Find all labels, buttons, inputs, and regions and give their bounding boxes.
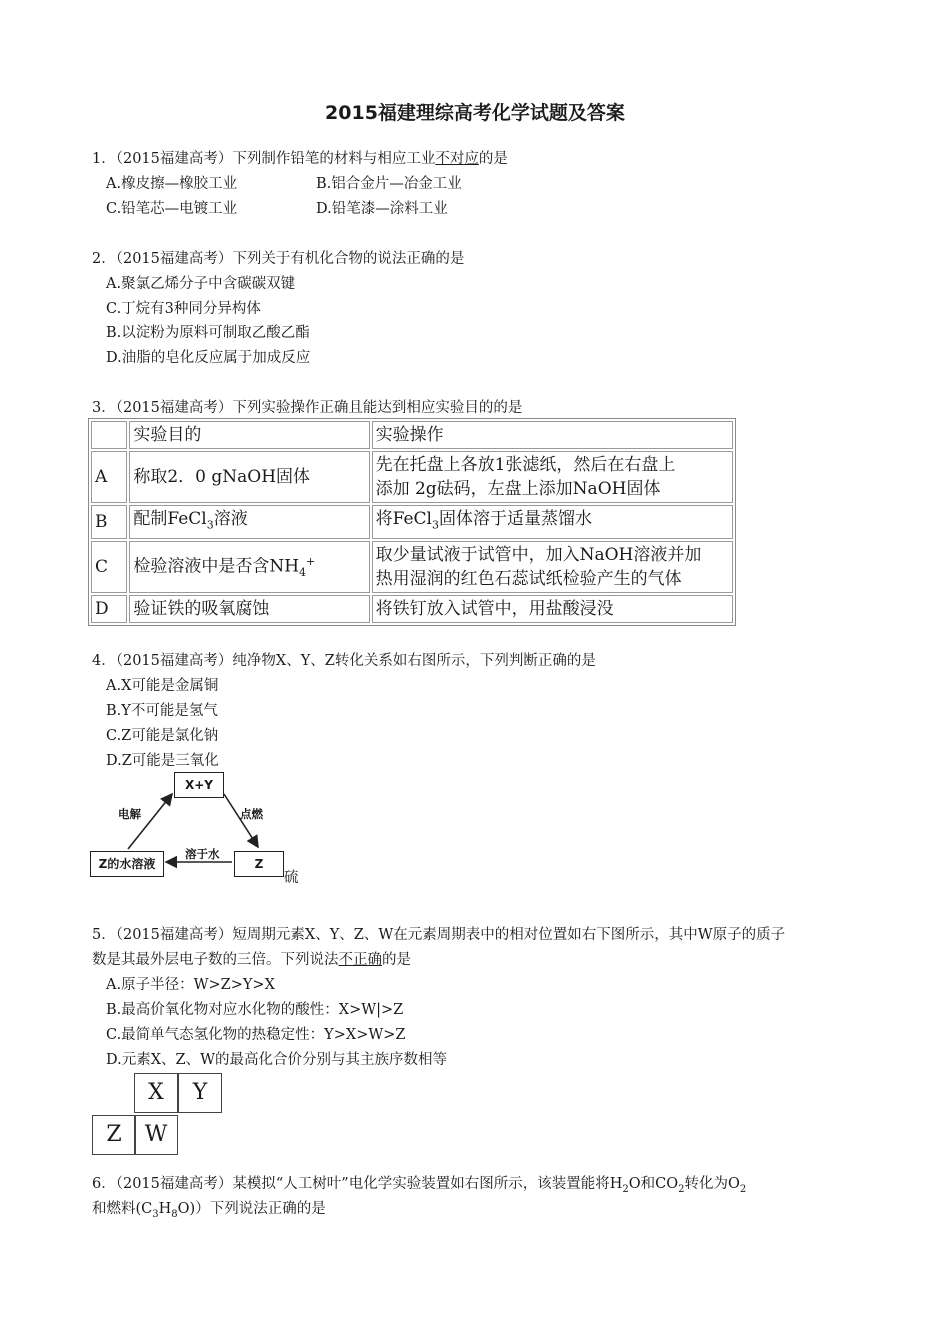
q4-option-c: C.Z可能是氯化钠 xyxy=(106,728,219,744)
table-cell-option: A xyxy=(91,451,127,503)
table-cell-operation: 将FeCl$_3$固体溶于适量蒸馏水 xyxy=(372,505,733,539)
box-z-solution: Z的水溶液 xyxy=(90,851,164,877)
table-header-cell: 实验目的 xyxy=(129,421,369,449)
box-z: Z xyxy=(234,851,284,877)
page-title: 2015福建理综高考化学试题及答案 xyxy=(325,102,625,124)
q6-stem-line2: 和燃料$(C_3H_8O)$）下列说法正确的是 xyxy=(92,1201,326,1220)
q5-option-a: A.原子半径：W>Z>Y>X xyxy=(106,977,275,993)
table-cell-operation: 先在托盘上各放1张滤纸，然后在右盘上 添加 2g砝码，左盘上添加NaOH固体 xyxy=(372,451,733,503)
q1-option-c: C.铅笔芯—电镀工业 xyxy=(106,201,238,217)
label-electrolysis: 电解 xyxy=(118,807,141,821)
q1-option-a: A.橡皮擦—橡胶工业 xyxy=(106,176,238,192)
q2-stem: 2．（2015福建高考）下列关于有机化合物的说法正确的是 xyxy=(92,251,465,267)
cell-y: Y xyxy=(178,1073,222,1113)
table-cell-operation: 取少量试液于试管中，加入NaOH溶液并加 热用湿润的红色石蕊试纸检验产生的气体 xyxy=(372,541,733,593)
q5-option-d: D.元素X、Z、W的最高化合价分别与其主族序数相等 xyxy=(106,1052,448,1068)
q2-option-a: A.聚氯乙烯分子中含碳碳双键 xyxy=(106,276,296,292)
q4-option-a: A.X可能是金属铜 xyxy=(106,678,219,694)
q1-option-d: D.铅笔漆—涂料工业 xyxy=(316,201,448,217)
q2-option-b: B.以淀粉为原料可制取乙酸乙酯 xyxy=(106,325,310,341)
q5-stem-line2: 数是其最外层电子数的三倍。下列说法不正确的是 xyxy=(92,952,411,968)
label-dissolve: 溶于水 xyxy=(185,847,220,861)
table-cell-goal: 称取2．0 gNaOH固体 xyxy=(129,451,369,503)
q2-option-c: C.丁烷有3种同分异构体 xyxy=(106,301,261,317)
table-cell-operation: 将铁钉放入试管中，用盐酸浸没 xyxy=(372,595,733,623)
q4-option-d-tail: 硫 xyxy=(284,870,299,886)
table-cell-option: C xyxy=(91,541,127,593)
q3-stem: 3．（2015福建高考）下列实验操作正确且能达到相应实验目的的是 xyxy=(92,400,523,416)
q5-stem-line1: 5．（2015福建高考）短周期元素X、Y、Z、W在元素周期表中的相对位置如右下图所示，其中W原子的质子 xyxy=(92,927,786,943)
q5-option-b: B.最高价氧化物对应水化物的酸性：X>W|>Z xyxy=(106,1002,404,1018)
table-cell-goal: 配制FeCl$_3$溶液 xyxy=(129,505,369,539)
q1-stem: 1．（2015福建高考）下列制作铅笔的材料与相应工业不对应的是 xyxy=(92,151,508,167)
table-cell-option: D xyxy=(91,595,127,623)
q4-option-d: D.Z可能是三氧化 xyxy=(106,753,219,769)
q4-stem: 4．（2015福建高考）纯净物X、Y、Z转化关系如右图所示，下列判断正确的是 xyxy=(92,653,596,669)
q2-option-d: D.油脂的皂化反应属于加成反应 xyxy=(106,350,311,366)
box-x-plus-y: X+Y xyxy=(174,772,224,798)
table-cell-goal: 验证铁的吸氧腐蚀 xyxy=(129,595,369,623)
cell-z: Z xyxy=(92,1115,136,1155)
table-header-cell: 实验操作 xyxy=(372,421,733,449)
cell-w: W xyxy=(134,1115,178,1155)
cell-x: X xyxy=(134,1073,178,1113)
q5-option-c: C.最简单气态氢化物的热稳定性：Y>X>W>Z xyxy=(106,1027,406,1043)
q4-option-b: B.Y不可能是氢气 xyxy=(106,703,218,719)
label-ignite: 点燃 xyxy=(240,807,263,821)
q6-stem-line1: 6．（2015福建高考）某模拟“人工树叶”电化学实验装置如右图所示，该装置能将$H_2O$和$CO_2$转化为$O_2$ xyxy=(92,1176,747,1195)
q1-option-b: B.铝合金片—冶金工业 xyxy=(316,176,462,192)
table-cell-option: B xyxy=(91,505,127,539)
table-cell-goal: 检验溶液中是否含$NH_4^+$ xyxy=(129,541,369,593)
